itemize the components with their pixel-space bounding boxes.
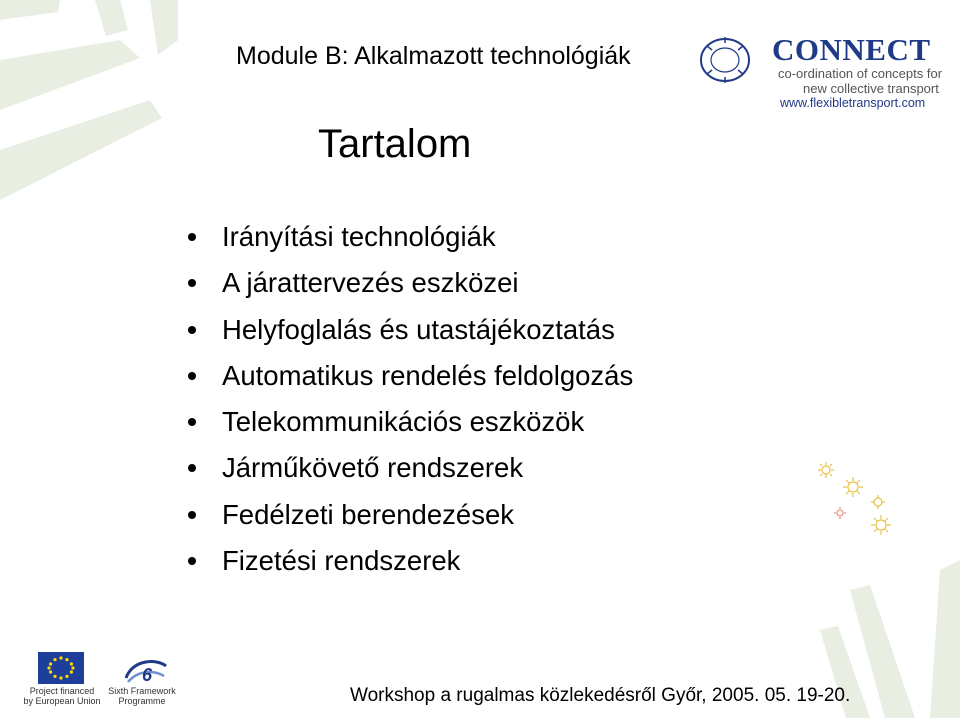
eu-caption: Project financed by European Union: [23, 686, 101, 706]
list-item: Fizetési rendszerek: [188, 538, 633, 584]
module-title: Module B: Alkalmazott technológiák: [236, 42, 631, 70]
list-item: Telekommunikációs eszközök: [188, 399, 633, 445]
brand-tagline-2: new collective transport: [803, 81, 939, 96]
bullet-icon: [188, 233, 196, 241]
bullet-icon: [188, 326, 196, 334]
list-item: Helyfoglalás és utastájékoztatás: [188, 307, 633, 353]
small-suns-decoration: [808, 455, 908, 545]
list-item: A járattervezés eszközei: [188, 260, 633, 306]
bullet-icon: [188, 418, 196, 426]
svg-text:6: 6: [142, 665, 153, 685]
framework-caption: Sixth Framework Programme: [108, 686, 176, 706]
eu-flag-icon: [38, 652, 84, 684]
list-item: Irányítási technológiák: [188, 214, 633, 260]
bullet-icon: [188, 511, 196, 519]
brand-tagline-1: co-ordination of concepts for: [778, 66, 943, 81]
bullet-icon: [188, 557, 196, 565]
list-item: Automatikus rendelés feldolgozás: [188, 353, 633, 399]
bullet-icon: [188, 279, 196, 287]
list-item: Fedélzeti berendezések: [188, 492, 633, 538]
list-item: Járműkövető rendszerek: [188, 445, 633, 491]
brand-url-link[interactable]: www.flexibletransport.com: [780, 96, 926, 110]
bullet-icon: [188, 372, 196, 380]
sixth-framework-logo-icon: [122, 656, 170, 686]
contents-list: [188, 214, 633, 584]
footer-text: Workshop a rugalmas közlekedésről Győr, 2005. 05. 19-20.: [350, 685, 851, 706]
bullet-icon: [188, 464, 196, 472]
connect-circle-logo-icon: [696, 34, 754, 86]
brand-name: CONNECT: [772, 32, 931, 67]
slide-title: Tartalom: [318, 122, 472, 166]
